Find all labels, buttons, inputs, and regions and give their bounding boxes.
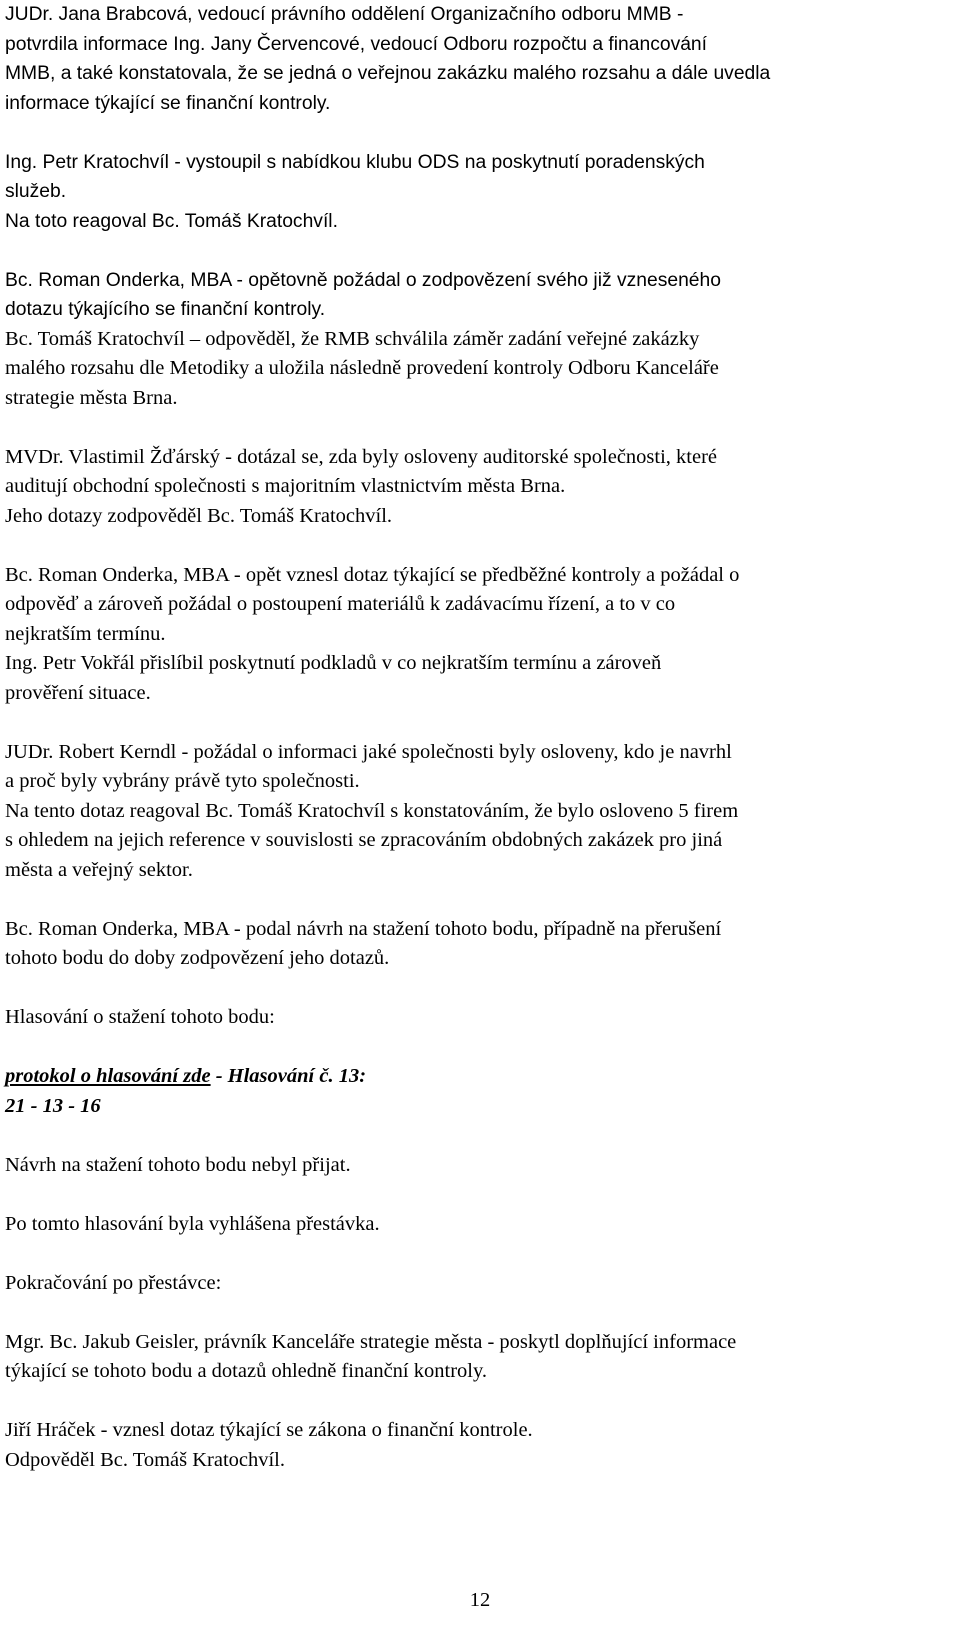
text-line: Hlasování o stažení tohoto bodu: (5, 1006, 275, 1028)
text-line: prověření situace. (5, 681, 151, 704)
text-line: dotazu týkajícího se finanční kontroly. (5, 299, 326, 320)
text-line: Na toto reagoval Bc. Tomáš Kratochvíl. (5, 210, 338, 232)
text-line: a proč byly vybrány právě tyto společnosti. (5, 770, 360, 792)
break-announcement: Po tomto hlasování byla vyhlášena přestávka. (5, 1212, 380, 1235)
text-line: JUDr. Jana Brabcová, vedoucí právního oddělení Organizačního odboru MMB - (5, 4, 684, 25)
text-line: Bc. Roman Onderka, MBA - opětovně požádal o zodpovězení svého již vzneseného (5, 269, 721, 291)
text-line: služeb. (5, 181, 67, 202)
text-line: Ing. Petr Kratochvíl - vystoupil s nabídkou klubu ODS na poskytnutí poradenských (5, 151, 705, 173)
paragraph-onderka-2 (5, 561, 950, 709)
vote-label: - Hlasování č. 13: (210, 1065, 367, 1087)
text-line: Bc. Tomáš Kratochvíl – odpověděl, že RMB schválila záměr zadání veřejné zakázky (5, 327, 700, 350)
text-line: města a veřejný sektor. (5, 858, 193, 881)
text-line: informace týkající se finanční kontroly. (5, 92, 331, 114)
text-line: MMB, a také konstatovala, že se jedná o veřejnou zakázku malého rozsahu a dále uvedla (5, 63, 771, 84)
paragraph-brabcova (5, 0, 950, 118)
vote-result: 21 - 13 - 16 (5, 1094, 101, 1117)
paragraph-geisler (5, 1328, 950, 1387)
paragraph-zdarsky (5, 443, 950, 532)
text-line: auditují obchodní společnosti s majoritním vlastnictvím města Brna. (5, 475, 566, 497)
text-line: tohoto bodu do doby zodpovězení jeho dotazů. (5, 947, 390, 969)
paragraph-kratochvil-tomas (5, 325, 950, 414)
paragraph-hracek (5, 1416, 950, 1475)
text-line: nejkratším termínu. (5, 622, 166, 645)
text-line: s ohledem na jejich reference v souvislosti se zpracováním obdobných zakázek pro jiná (5, 829, 723, 851)
paragraph-onderka-1 (5, 266, 950, 325)
text-line: MVDr. Vlastimil Žďárský - dotázal se, zda byly osloveny auditorské společnosti, které (5, 445, 718, 468)
text-line: Odpověděl Bc. Tomáš Kratochvíl. (5, 1448, 286, 1471)
vote-protocol-link[interactable]: protokol o hlasování zde (5, 1065, 211, 1087)
paragraph-kerndl (5, 738, 950, 886)
vote-block (5, 1062, 950, 1121)
text-line: Bc. Roman Onderka, MBA - podal návrh na stažení tohoto bodu, případně na přerušení (5, 917, 722, 940)
vote-label-line (5, 1062, 950, 1092)
paragraph-vote-heading (5, 1003, 950, 1033)
text-line: Mgr. Bc. Jakub Geisler, právník Kanceláře strategie města - poskytl doplňující informace (5, 1330, 737, 1353)
paragraph-kratochvil-petr (5, 148, 950, 237)
text-line: Jiří Hráček - vznesl dotaz týkající se zákona o finanční kontrole. (5, 1419, 533, 1441)
text-line: malého rozsahu dle Metodiky a uložila následně provedení kontroly Odboru Kanceláře (5, 357, 719, 379)
text-line: JUDr. Robert Kerndl - požádal o informaci jaké společnosti byly osloveny, kdo je navrhl (5, 740, 732, 763)
document-page (5, 0, 950, 1475)
text-line: odpověď a zároveň požádal o postoupení materiálů k zadávacímu řízení, a to v co (5, 593, 676, 615)
text-line: potvrdila informace Ing. Jany Červencové, vedoucí Odboru rozpočtu a financování (5, 33, 708, 55)
page-number: 12 (469, 1589, 491, 1611)
text-line: strategie města Brna. (5, 386, 178, 409)
paragraph-onderka-3 (5, 915, 950, 974)
continuation-heading: Pokračování po přestávce: (5, 1271, 222, 1294)
text-line: týkající se tohoto bodu a dotazů ohledně finanční kontroly. (5, 1360, 488, 1382)
text-line: Ing. Petr Vokřál přislíbil poskytnutí podkladů v co nejkratším termínu a zároveň (5, 652, 662, 674)
text-line: Jeho dotazy zodpověděl Bc. Tomáš Kratochvíl. (5, 504, 393, 527)
text-line: Na tento dotaz reagoval Bc. Tomáš Kratochvíl s konstatováním, že bylo osloveno 5 firem (5, 799, 739, 822)
text-line: Bc. Roman Onderka, MBA - opět vznesl dotaz týkající se předběžné kontroly a požádal o (5, 563, 740, 586)
vote-outcome: Návrh na stažení tohoto bodu nebyl přijat. (5, 1153, 351, 1176)
